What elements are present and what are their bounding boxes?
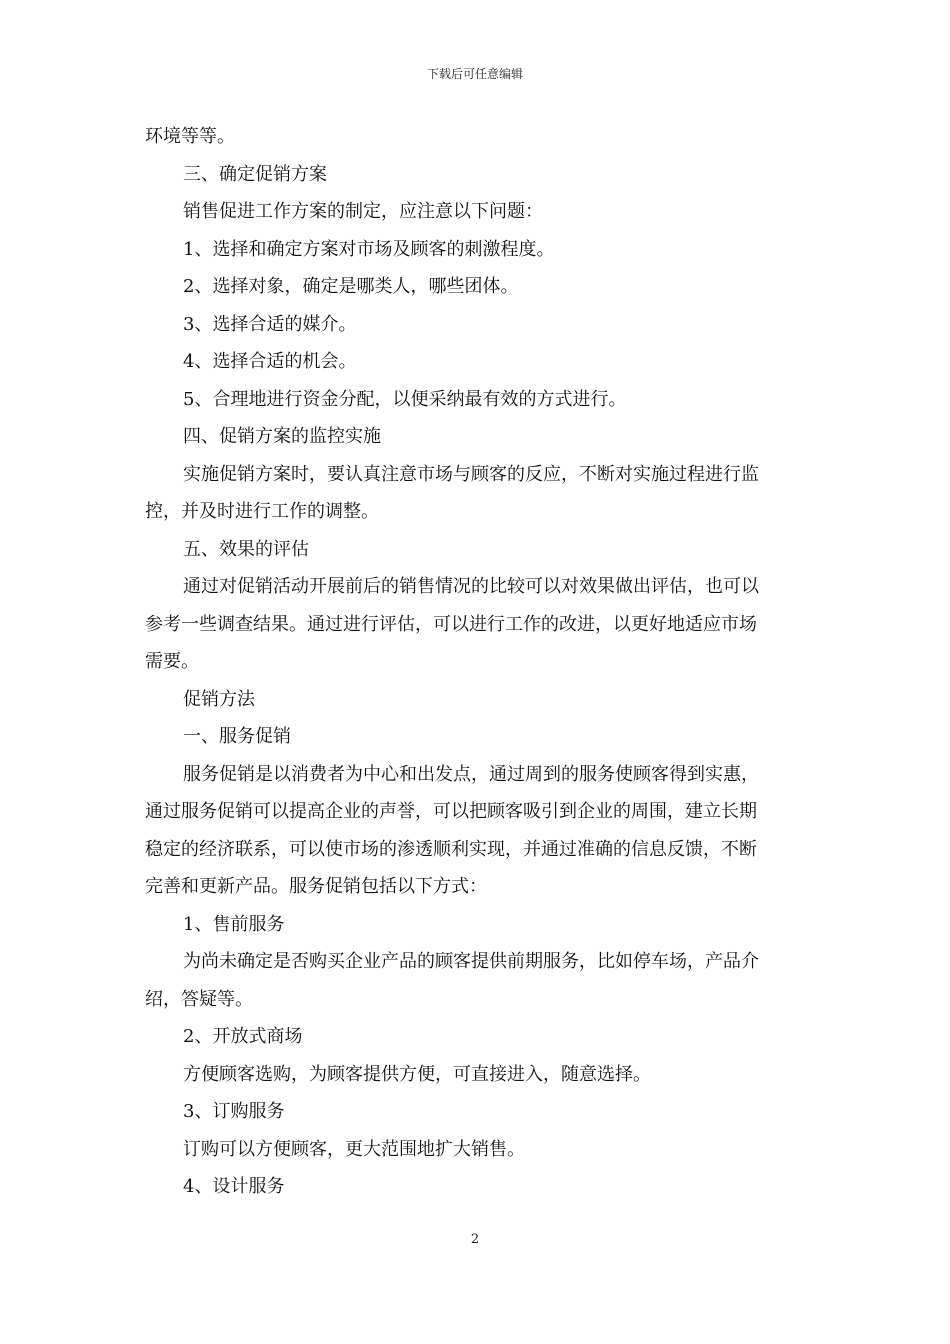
- list-item: 2、选择对象，确定是哪类人，哪些团体。: [183, 276, 519, 297]
- body-line: 稳定的经济联系，可以使市场的渗透顺利实现，并通过准确的信息反馈，不断: [145, 838, 757, 860]
- document-body: [145, 118, 810, 1206]
- body-line: 方便顾客选购，为顾客提供方便，可直接进入，随意选择。: [183, 1063, 651, 1085]
- body-line: 通过服务促销可以提高企业的声誉，可以把顾客吸引到企业的周围，建立长期: [145, 801, 757, 822]
- body-line: 为尚未确定是否购买企业产品的顾客提供前期服务，比如停车场，产品介: [183, 951, 759, 972]
- section-heading: 促销方法: [183, 688, 255, 710]
- body-line: 订购可以方便顾客，更大范围地扩大销售。: [183, 1138, 525, 1160]
- body-line: 实施促销方案时，要认真注意市场与顾客的反应，不断对实施过程进行监: [183, 463, 759, 485]
- list-item: 4、设计服务: [183, 1176, 285, 1197]
- body-line: 完善和更新产品。服务促销包括以下方式：: [145, 876, 487, 897]
- body-line: 控，并及时进行工作的调整。: [145, 501, 379, 522]
- list-item: 5、合理地进行资金分配，以便采纳最有效的方式进行。: [183, 388, 627, 410]
- page-header: 下载后可任意编辑: [426, 67, 523, 81]
- section-heading: 三、确定促销方案: [183, 163, 327, 185]
- body-line: 需要。: [145, 651, 199, 672]
- page-number: 2: [470, 1232, 480, 1247]
- body-line: 销售促进工作方案的制定，应注意以下问题：: [183, 201, 543, 222]
- section-heading: 五、效果的评估: [183, 538, 309, 560]
- list-item: 3、选择合适的媒介。: [183, 313, 357, 335]
- body-line: 服务促销是以消费者为中心和出发点，通过周到的服务使顾客得到实惠，: [183, 763, 759, 785]
- body-line: 绍，答疑等。: [145, 988, 253, 1010]
- list-item: 4、选择合适的机会。: [183, 351, 357, 372]
- list-item: 1、选择和确定方案对市场及顾客的刺激程度。: [183, 238, 555, 260]
- body-line: 环境等等。: [145, 126, 235, 147]
- list-item: 1、售前服务: [183, 913, 285, 935]
- section-heading: 一、服务促销: [183, 726, 291, 747]
- list-item: 2、开放式商场: [183, 1026, 303, 1047]
- body-line: 通过对促销活动开展前后的销售情况的比较可以对效果做出评估，也可以: [183, 576, 759, 597]
- section-heading: 四、促销方案的监控实施: [183, 426, 381, 447]
- list-item: 3、订购服务: [183, 1101, 285, 1122]
- body-line: 参考一些调查结果。通过进行评估，可以进行工作的改进，以更好地适应市场: [145, 613, 757, 635]
